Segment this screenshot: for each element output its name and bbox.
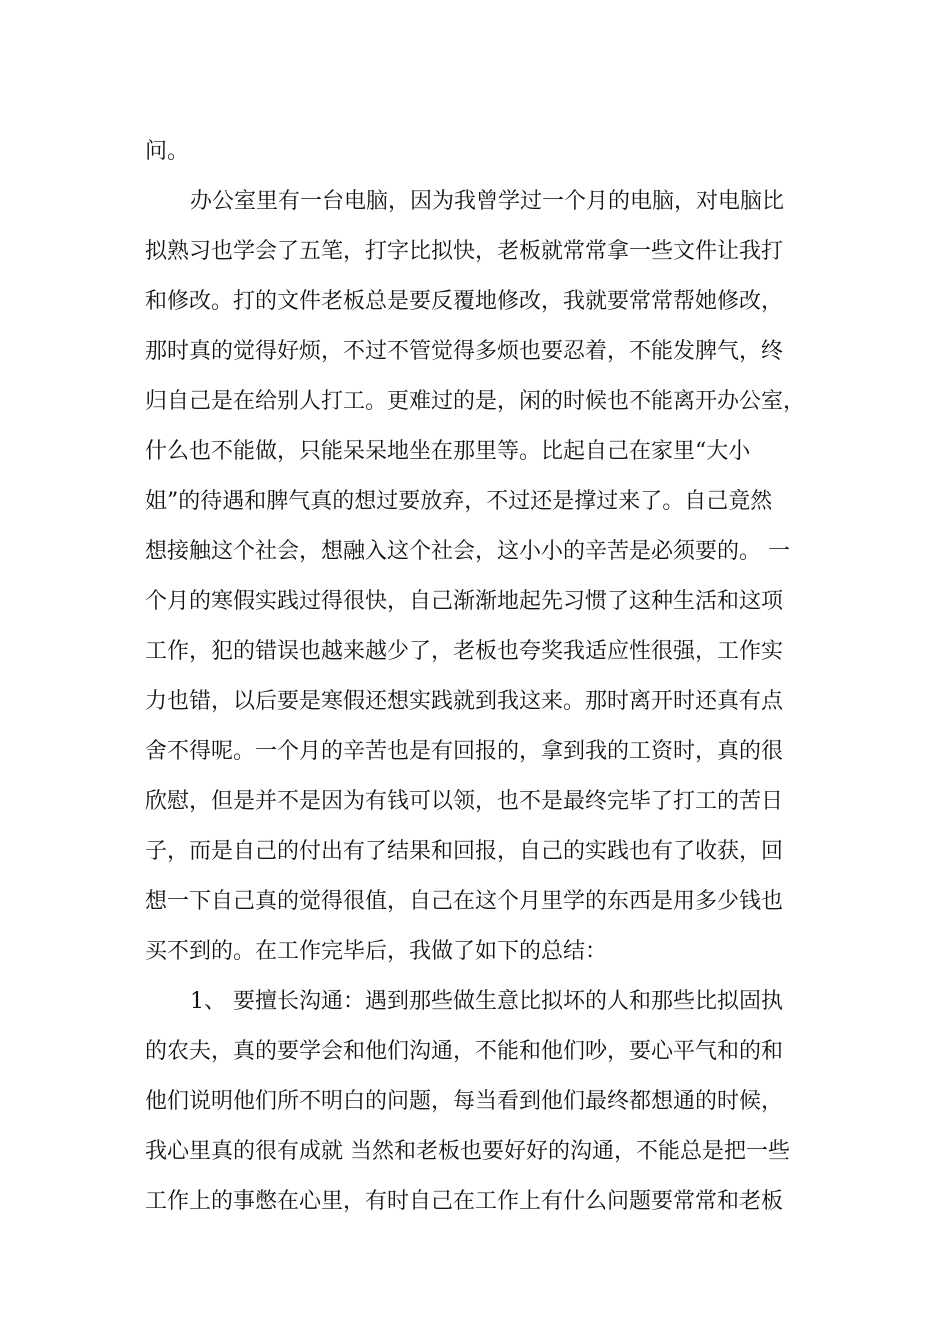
list-item-line: 1、 要擅长沟通：遇到那些做生意比拟坏的人和那些比拟固执 xyxy=(190,989,783,1014)
text-line: 我心里真的很有成就 当然和老板也要好好的沟通，不能总是把一些 xyxy=(145,1139,790,1164)
text-line: 的农夫，真的要学会和他们沟通，不能和他们吵，要心平气和的和 xyxy=(145,1039,784,1064)
text-line: 想一下自己真的觉得很值，自己在这个月里学的东西是用多少钱也 xyxy=(145,889,784,914)
text-line: 力也错，以后要是寒假还想实践就到我这来。那时离开时还真有点 xyxy=(145,689,784,714)
text-line: 他们说明他们所不明白的问题，每当看到他们最终都想通的时候， xyxy=(145,1089,784,1114)
text-line: 和修改。打的文件老板总是要反覆地修改，我就要常常帮她修改， xyxy=(145,289,784,314)
text-line: 买不到的。在工作完毕后，我做了如下的总结： xyxy=(145,939,608,964)
text-line: 欣慰，但是并不是因为有钱可以领，也不是最终完毕了打工的苦日 xyxy=(145,789,784,814)
text-line: 归自己是在给别人打工。更难过的是，闲的时候也不能离开办公室， xyxy=(145,389,806,414)
text-line: 想接触这个社会，想融入这个社会，这小小的辛苦是必须要的。 一 xyxy=(145,539,790,564)
text-line: 问。 xyxy=(145,139,190,164)
text-line: 拟熟习也学会了五笔，打字比拟快，老板就常常拿一些文件让我打 xyxy=(145,239,784,264)
text-line: 个月的寒假实践过得很快，自己渐渐地起先习惯了这种生活和这项 xyxy=(145,589,784,614)
text-line: 工作，犯的错误也越来越少了，老板也夸奖我适应性很强，工作实 xyxy=(145,639,784,664)
text-line: 舍不得呢。一个月的辛苦也是有回报的，拿到我的工资时，真的很 xyxy=(145,739,784,764)
text-line: 什么也不能做，只能呆呆地坐在那里等。比起自己在家里“大小 xyxy=(145,439,751,464)
paragraph-start-line: 办公室里有一台电脑，因为我曾学过一个月的电脑，对电脑比 xyxy=(190,189,785,214)
text-line: 姐”的待遇和脾气真的想过要放弃，不过还是撑过来了。自己竟然 xyxy=(145,489,773,514)
text-line: 工作上的事憋在心里，有时自己在工作上有什么问题要常常和老板 xyxy=(145,1189,784,1214)
text-line: 子，而是自己的付出有了结果和回报，自己的实践也有了收获，回 xyxy=(145,839,784,864)
text-line: 那时真的觉得好烦，不过不管觉得多烦也要忍着，不能发脾气，终 xyxy=(145,339,784,364)
